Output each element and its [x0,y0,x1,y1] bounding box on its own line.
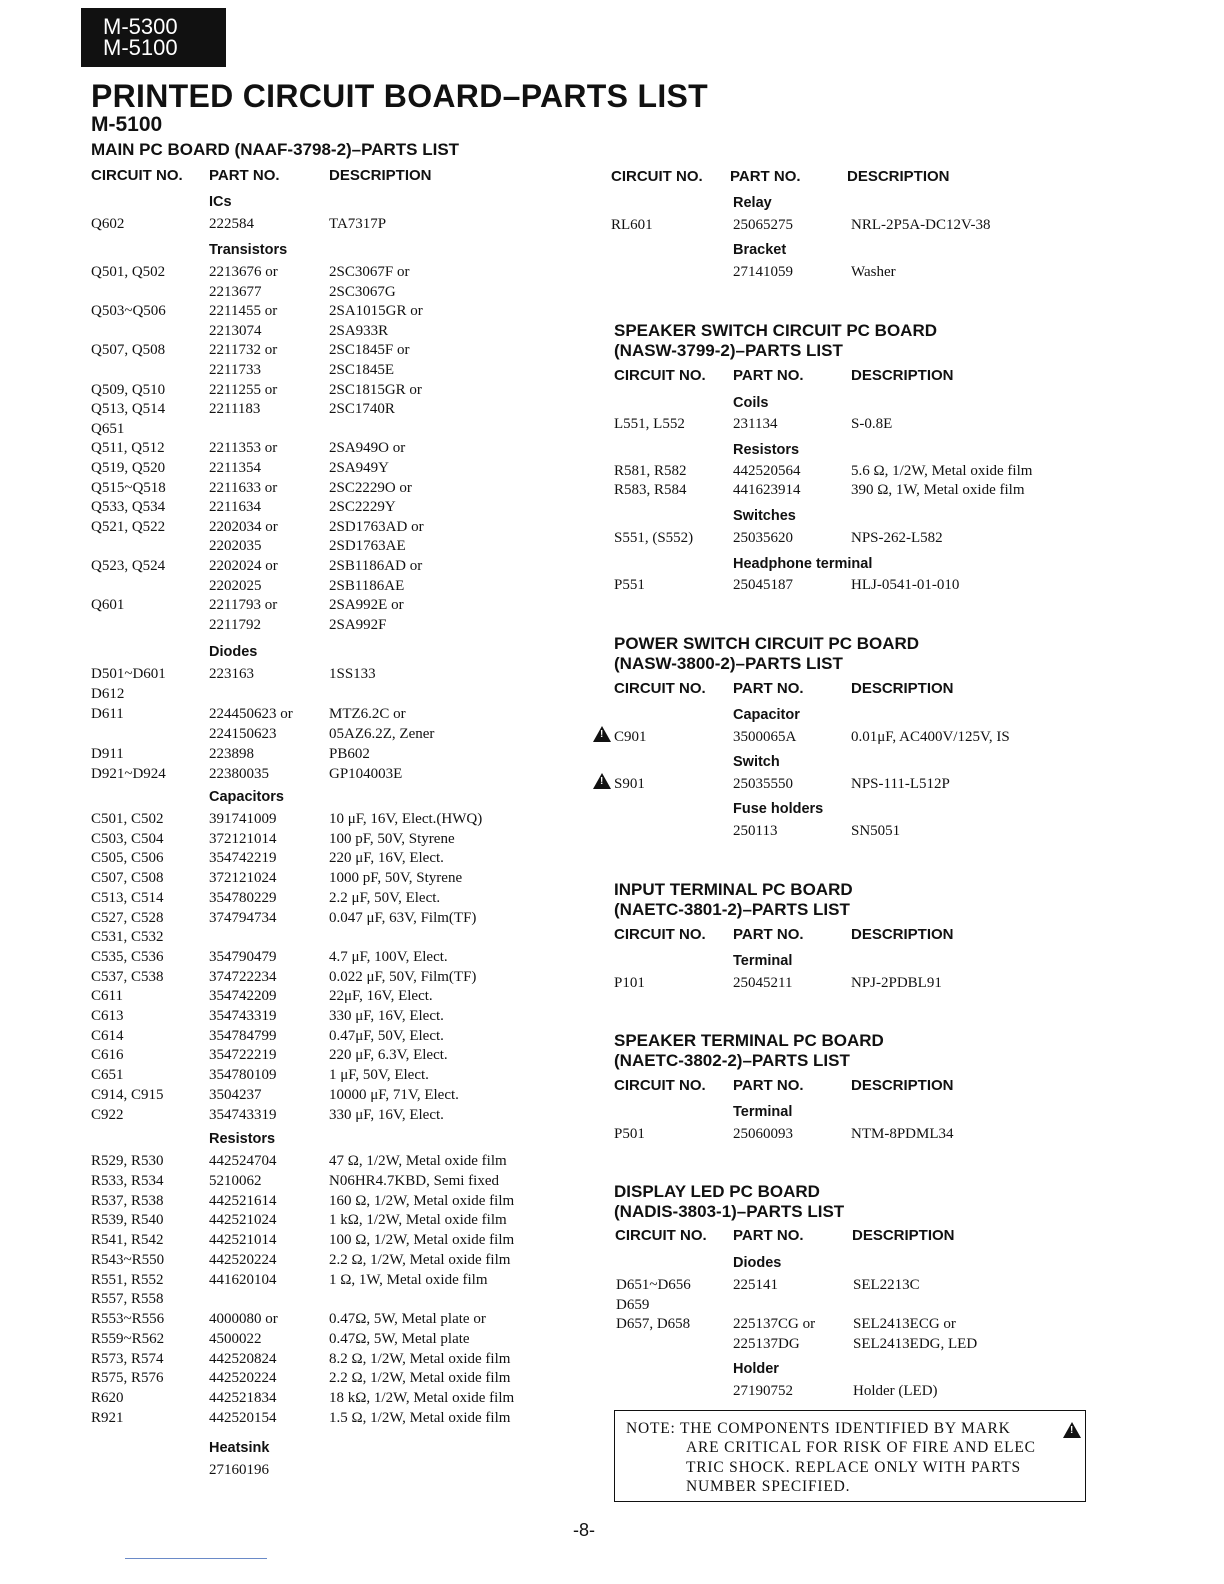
part-number: 354742219 [209,850,277,866]
part-number: 2211353 or [209,440,278,456]
description: NRL-2P5A-DC12V-38 [851,217,991,233]
part-number: 27141059 [733,264,793,280]
part-number: 25045187 [733,577,793,593]
circuit-number: R551, R552 [91,1272,164,1288]
part-number: 374722234 [209,969,277,985]
part-number: 3504237 [209,1087,262,1103]
part-number: 442520224 [209,1370,277,1386]
column-header-part: PART NO. [209,167,280,184]
group-label: Capacitor [733,707,800,723]
part-number: 22380035 [209,766,269,782]
description: 2.2 μF, 50V, Elect. [329,890,441,906]
circuit-number: R537, R538 [91,1193,164,1209]
circuit-number: C651 [91,1067,124,1083]
model-label-2: M-5100 [103,35,178,60]
part-number: 2211733 [209,362,261,378]
circuit-number: R575, R576 [91,1370,164,1386]
description: NPS-262-L582 [851,530,943,546]
display-led-title [614,1182,844,1222]
description: N06HR4.7KBD, Semi fixed [329,1173,499,1189]
description: 1.5 Ω, 1/2W, Metal oxide film [329,1410,511,1426]
circuit-number: Q651 [91,421,125,437]
column-header-circuit: CIRCUIT NO. [611,168,703,185]
part-number: 354743319 [209,1107,277,1123]
part-number: 354742209 [209,988,277,1004]
description: 100 pF, 50V, Styrene [329,831,455,847]
description: PB602 [329,746,370,762]
description: SN5051 [851,823,901,839]
note-line-1: NOTE: THE COMPONENTS IDENTIFIED BY MARK [626,1420,1011,1437]
circuit-number: R573, R574 [91,1351,164,1367]
circuit-number: Q519, Q520 [91,460,166,476]
part-number: 224450623 or [209,706,293,722]
part-number: 2213677 [209,284,262,300]
part-number: 225137DG [733,1336,800,1352]
description: MTZ6.2C or [329,706,406,722]
circuit-number: P101 [614,975,645,991]
description: 0.47Ω, 5W, Metal plate [329,1331,470,1347]
circuit-number: C503, C504 [91,831,164,847]
description: 10 μF, 16V, Elect.(HWQ) [329,811,483,827]
column-header-description: DESCRIPTION [329,167,432,184]
description: 05AZ6.2Z, Zener [329,726,435,742]
description: 2SC3067G [329,284,396,300]
description: NPS-111-L512P [851,776,950,792]
circuit-number: D659 [616,1297,650,1313]
description: 2SA992E or [329,597,404,613]
description: 4.7 μF, 100V, Elect. [329,949,448,965]
group-label: Terminal [733,1104,793,1120]
display-led-title-line-1: DISPLAY LED PC BOARD [614,1182,820,1201]
circuit-number: C505, C506 [91,850,164,866]
description: TA7317P [329,216,387,232]
circuit-number: D501~D601 [91,666,166,682]
part-number: 2211633 or [209,480,278,496]
speaker-switch-title [614,321,937,361]
note-line-4: NUMBER SPECIFIED. [686,1478,851,1495]
circuit-number: C507, C508 [91,870,164,886]
column-header-description: DESCRIPTION [851,680,954,697]
group-label: Diodes [209,644,258,660]
circuit-number: S551, (S552) [614,530,694,546]
description: 2SC3067F or [329,264,410,280]
part-number: 2202024 or [209,558,278,574]
description: 1 Ω, 1W, Metal oxide film [329,1272,488,1288]
part-number: 374794734 [209,910,277,926]
column-header-part: PART NO. [730,168,801,185]
description: 2SC2229O or [329,480,412,496]
part-number: 442521024 [209,1212,277,1228]
column-header-description: DESCRIPTION [851,1077,954,1094]
description: 2SC1845F or [329,342,410,358]
circuit-number: Q523, Q524 [91,558,166,574]
group-label: Heatsink [209,1440,270,1456]
circuit-number: C922 [91,1107,124,1123]
description: 10000 μF, 71V, Elect. [329,1087,459,1103]
part-number: 354780109 [209,1067,277,1083]
circuit-number: R539, R540 [91,1212,164,1228]
column-header-circuit: CIRCUIT NO. [614,1077,706,1094]
circuit-number: C531, C532 [91,929,164,945]
description: 2SC1815GR or [329,382,422,398]
part-number: 2211792 [209,617,261,633]
part-number: 354790479 [209,949,277,965]
circuit-number: R557, R558 [91,1291,164,1307]
description: 0.47μF, 50V, Elect. [329,1028,444,1044]
column-header-circuit: CIRCUIT NO. [614,680,706,697]
column-header-part: PART NO. [733,1077,804,1094]
description: SEL2213C [853,1277,920,1293]
circuit-number: S901 [614,776,645,792]
part-number: 4500022 [209,1331,262,1347]
description: NTM-8PDML34 [851,1126,954,1142]
description: Washer [851,264,896,280]
speaker-terminal-title-line-2: (NAETC-3802-2)–PARTS LIST [614,1051,850,1070]
description: 0.47Ω, 5W, Metal plate or [329,1311,486,1327]
part-number: 441623914 [733,482,801,498]
circuit-number: RL601 [611,217,653,233]
group-label: Diodes [733,1255,782,1271]
part-number: 2211183 [209,401,261,417]
part-number: 2211634 [209,499,261,515]
column-header-part: PART NO. [733,680,804,697]
circuit-number: C614 [91,1028,124,1044]
part-number: 2202035 [209,538,262,554]
part-number: 2211732 or [209,342,278,358]
model-badge [81,8,226,67]
circuit-number: C535, C536 [91,949,164,965]
column-header-part: PART NO. [733,1227,804,1244]
part-number: 231134 [733,416,778,432]
description: 8.2 Ω, 1/2W, Metal oxide film [329,1351,511,1367]
part-number: 27160196 [209,1462,269,1478]
circuit-number: L551, L552 [614,416,685,432]
part-number: 25065275 [733,217,793,233]
description: 2SC1845E [329,362,395,378]
part-number: 2213074 [209,323,262,339]
description: 220 μF, 16V, Elect. [329,850,444,866]
part-number: 442520564 [733,463,801,479]
description: 160 Ω, 1/2W, Metal oxide film [329,1193,515,1209]
part-number: 442520154 [209,1410,277,1426]
circuit-number: Q507, Q508 [91,342,166,358]
description: 390 Ω, 1W, Metal oxide film [851,482,1025,498]
description: 5.6 Ω, 1/2W, Metal oxide film [851,463,1033,479]
column-header-description: DESCRIPTION [851,926,954,943]
part-number: 27190752 [733,1383,793,1399]
speaker-switch-title-line-1: SPEAKER SWITCH CIRCUIT PC BOARD [614,321,938,340]
group-label: Capacitors [209,789,284,805]
part-number: 2213676 or [209,264,278,280]
group-label: Fuse holders [733,801,824,817]
description: 1000 pF, 50V, Styrene [329,870,463,886]
description: 0.022 μF, 50V, Film(TF) [329,969,477,985]
description: S-0.8E [851,416,893,432]
part-number: 250113 [733,823,778,839]
circuit-number: D657, D658 [616,1316,691,1332]
part-number: 223898 [209,746,254,762]
description: NPJ-2PDBL91 [851,975,942,991]
description: 1 μF, 50V, Elect. [329,1067,429,1083]
part-number: 2211455 or [209,303,278,319]
column-header-part: PART NO. [733,926,804,943]
description: 330 μF, 16V, Elect. [329,1107,444,1123]
part-number: 4000080 or [209,1311,278,1327]
group-label: ICs [209,194,232,210]
part-number: 372121014 [209,831,277,847]
circuit-number: R553~R556 [91,1311,165,1327]
circuit-number: Q602 [91,216,125,232]
part-number: 25035620 [733,530,793,546]
part-number: 391741009 [209,811,277,827]
circuit-number: R543~R550 [91,1252,165,1268]
power-switch-title-line-1: POWER SWITCH CIRCUIT PC BOARD [614,634,920,653]
group-label: Switches [733,508,796,524]
part-number: 442521014 [209,1232,277,1248]
group-label: Relay [733,195,772,211]
part-number: 2211793 or [209,597,278,613]
note-line-3: TRIC SHOCK. REPLACE ONLY WITH PARTS [686,1459,1021,1476]
circuit-number: R533, R534 [91,1173,164,1189]
circuit-number: Q533, Q534 [91,499,166,515]
circuit-number: C527, C528 [91,910,164,926]
description: Holder (LED) [853,1383,938,1399]
group-label: Terminal [733,953,793,969]
description: 2SC1740R [329,401,395,417]
circuit-number: R921 [91,1410,124,1426]
group-label: Headphone terminal [733,556,873,572]
circuit-number: R541, R542 [91,1232,164,1248]
column-header-description: DESCRIPTION [847,168,950,185]
description: HLJ-0541-01-010 [851,577,960,593]
description: 1 kΩ, 1/2W, Metal oxide film [329,1212,507,1228]
circuit-number: D921~D924 [91,766,166,782]
description: GP104003E [329,766,403,782]
circuit-number: R583, R584 [614,482,687,498]
description: 18 kΩ, 1/2W, Metal oxide film [329,1390,515,1406]
circuit-number: D611 [91,706,124,722]
description: 2SD1763AE [329,538,406,554]
part-number: 222584 [209,216,254,232]
input-terminal-title-line-1: INPUT TERMINAL PC BOARD [614,880,853,899]
description: 330 μF, 16V, Elect. [329,1008,444,1024]
circuit-number: C613 [91,1008,124,1024]
part-number: 354722219 [209,1047,277,1063]
description: 220 μF, 6.3V, Elect. [329,1047,448,1063]
page-title: PRINTED CIRCUIT BOARD–PARTS LIST [91,78,709,114]
circuit-number: Q501, Q502 [91,264,166,280]
circuit-number: Q503~Q506 [91,303,166,319]
bottom-rule [125,1558,267,1559]
circuit-number: D612 [91,686,125,702]
description: 100 Ω, 1/2W, Metal oxide film [329,1232,515,1248]
part-number: 225137CG or [733,1316,816,1332]
part-number: 225141 [733,1277,778,1293]
part-number: 442521834 [209,1390,277,1406]
group-label: Resistors [733,442,800,458]
circuit-number: R581, R582 [614,463,687,479]
part-number: 224150623 [209,726,277,742]
part-number: 354743319 [209,1008,277,1024]
column-header-circuit: CIRCUIT NO. [91,167,183,184]
part-number: 223163 [209,666,254,682]
circuit-number: P501 [614,1126,645,1142]
column-header-circuit: CIRCUIT NO. [614,367,706,384]
safety-warning-icon [1063,1422,1081,1438]
group-label: Bracket [733,242,787,258]
description: 2SB1186AD or [329,558,423,574]
model-label-1: M-5300 [103,14,178,39]
part-number: 2211255 or [209,382,278,398]
power-switch-title-line-2: (NASW-3800-2)–PARTS LIST [614,654,843,673]
circuit-number: C914, C915 [91,1087,164,1103]
column-header-description: DESCRIPTION [852,1227,955,1244]
circuit-number: Q509, Q510 [91,382,166,398]
safety-warning-icon [593,726,611,742]
description: 2SA933R [329,323,389,339]
power-switch-title [614,634,919,674]
description: 0.047 μF, 63V, Film(TF) [329,910,477,926]
group-label: Holder [733,1361,779,1377]
group-label: Coils [733,395,769,411]
part-number: 2211354 [209,460,261,476]
group-label: Switch [733,754,780,770]
circuit-number: Q511, Q512 [91,440,165,456]
part-number: 25045211 [733,975,793,991]
description: 2SB1186AE [329,578,405,594]
description: SEL2413ECG or [853,1316,956,1332]
circuit-number: D651~D656 [616,1277,691,1293]
part-number: 442520224 [209,1252,277,1268]
circuit-number: Q521, Q522 [91,519,166,535]
circuit-number: D911 [91,746,124,762]
description: 22μF, 16V, Elect. [329,988,433,1004]
page-number: -8- [573,1520,595,1540]
description: 2SC2229Y [329,499,396,515]
description: 2SA1015GR or [329,303,423,319]
circuit-number: C513, C514 [91,890,164,906]
speaker-terminal-title [614,1031,884,1071]
description: SEL2413EDG, LED [853,1336,978,1352]
description: 2SD1763AD or [329,519,424,535]
display-led-title-line-2: (NADIS-3803-1)–PARTS LIST [614,1202,845,1221]
description: 2SA992F [329,617,387,633]
circuit-number: C901 [614,729,647,745]
circuit-number: R529, R530 [91,1153,164,1169]
description: 1SS133 [329,666,376,682]
circuit-number: C616 [91,1047,124,1063]
speaker-terminal-title-line-1: SPEAKER TERMINAL PC BOARD [614,1031,884,1050]
note-line-2: ARE CRITICAL FOR RISK OF FIRE AND ELEC [686,1439,1036,1456]
part-number: 5210062 [209,1173,262,1189]
circuit-number: C537, C538 [91,969,164,985]
part-number: 25060093 [733,1126,793,1142]
circuit-number: C611 [91,988,123,1004]
part-number: 372121024 [209,870,277,886]
circuit-number: P551 [614,577,645,593]
column-header-circuit: CIRCUIT NO. [614,926,706,943]
part-number: 2202025 [209,578,262,594]
column-header-circuit: CIRCUIT NO. [615,1227,707,1244]
description: 0.01μF, AC400V/125V, IS [851,729,1010,745]
safety-warning-icon [593,773,611,789]
description: 2.2 Ω, 1/2W, Metal oxide film [329,1252,511,1268]
main-board-title: MAIN PC BOARD (NAAF-3798-2)–PARTS LIST [91,140,460,159]
circuit-number: R559~R562 [91,1331,165,1347]
part-number: 442521614 [209,1193,277,1209]
input-terminal-title-line-2: (NAETC-3801-2)–PARTS LIST [614,900,850,919]
part-number: 354780229 [209,890,277,906]
part-number: 354784799 [209,1028,277,1044]
part-number: 2202034 or [209,519,278,535]
circuit-number: Q513, Q514 [91,401,166,417]
part-number: 442520824 [209,1351,277,1367]
group-label: Resistors [209,1131,276,1147]
part-number: 441620104 [209,1272,277,1288]
speaker-switch-title-line-2: (NASW-3799-2)–PARTS LIST [614,341,843,360]
part-number: 3500065A [733,729,797,745]
input-terminal-title [614,880,853,920]
description: 2SA949Y [329,460,390,476]
description: 2SA949O or [329,440,406,456]
group-label: Transistors [209,242,288,258]
part-number: 442524704 [209,1153,277,1169]
part-number: 25035550 [733,776,793,792]
circuit-number: Q515~Q518 [91,480,166,496]
column-header-description: DESCRIPTION [851,367,954,384]
circuit-number: R620 [91,1390,124,1406]
description: 2.2 Ω, 1/2W, Metal oxide film [329,1370,511,1386]
column-header-part: PART NO. [733,367,804,384]
model-heading: M-5100 [91,113,163,136]
safety-note-box [614,1410,1086,1502]
circuit-number: C501, C502 [91,811,164,827]
circuit-number: Q601 [91,597,125,613]
description: 47 Ω, 1/2W, Metal oxide film [329,1153,507,1169]
